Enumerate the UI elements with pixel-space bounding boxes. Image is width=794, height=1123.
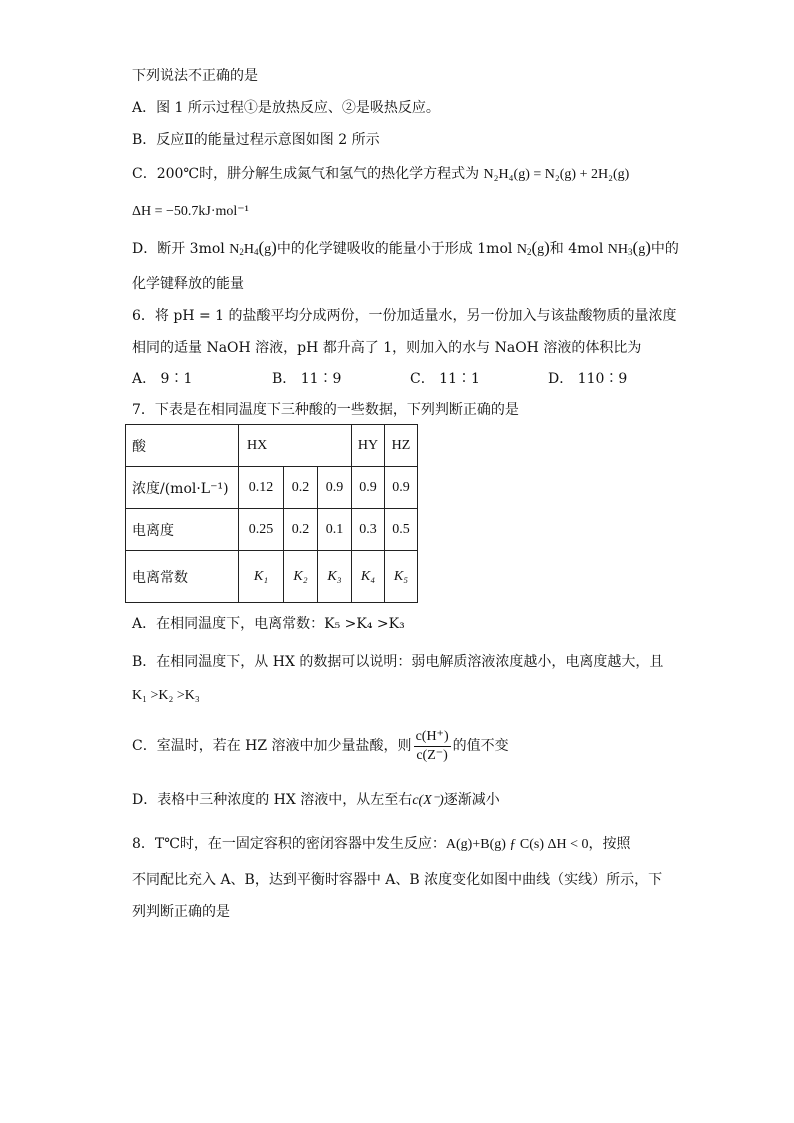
cell-deg-3: 0.1 bbox=[318, 509, 352, 551]
fraction-denominator: c(Z⁻) bbox=[416, 747, 448, 763]
row-header-constants: 电离常数 bbox=[126, 551, 239, 603]
q8-stem-line3: 列判断正确的是 bbox=[132, 904, 230, 920]
q5-option-d bbox=[132, 238, 679, 260]
cell-conc-5: 0.9 bbox=[385, 467, 418, 509]
q8-stem-line2: 不同配比充入 A、B，达到平衡时容器中 A、B 浓度变化如图中曲线（实线）所示，下 bbox=[132, 872, 663, 888]
q7-option-c-prefix: C．室温时，若在 HZ 溶液中加少量盐酸，则 bbox=[132, 738, 412, 754]
table-row-constants bbox=[126, 551, 418, 603]
q7-option-b-line2: K₁ >K₂ >K₃ bbox=[132, 688, 200, 703]
q7-option-a: A．在相同温度下，电离常数：K₅ >K₄ >K₃ bbox=[132, 616, 405, 632]
cell-deg-2: 0.2 bbox=[284, 509, 318, 551]
q5-option-d-nh3: $NH_3(g)$ bbox=[607, 238, 651, 257]
cell-hz: HZ bbox=[385, 425, 418, 467]
cell-hy: HY bbox=[352, 425, 385, 467]
q5-option-d-mid2: 和 4mol bbox=[549, 241, 604, 257]
q5-option-d-n2: $N_2(g)$ bbox=[516, 238, 550, 257]
q6-option-b: B． 11∶9 bbox=[272, 371, 342, 387]
q5-option-a: A．图 1 所示过程①是放热反应、②是吸热反应。 bbox=[132, 100, 440, 116]
row-header-ionization-degree: 电离度 bbox=[126, 509, 239, 551]
q5-option-d-n2h4: $N_2H_4(g)$ bbox=[229, 238, 277, 257]
cell-deg-4: 0.3 bbox=[352, 509, 385, 551]
cell-k1: K₁ bbox=[239, 551, 284, 603]
cell-k4: K₄ bbox=[352, 551, 385, 603]
q8-stem-suffix: ，按照 bbox=[588, 836, 631, 852]
q5-option-c-enthalpy: ΔH = −50.7kJ·mol⁻¹ bbox=[132, 204, 249, 219]
cell-k5: K₅ bbox=[385, 551, 418, 603]
cell-conc-1: 0.12 bbox=[239, 467, 284, 509]
q5-option-d-line2: 化学键释放的能量 bbox=[132, 276, 244, 292]
q8-stem-line1 bbox=[132, 834, 631, 855]
cell-conc-3: 0.9 bbox=[318, 467, 352, 509]
fraction-numerator: c(H⁺) bbox=[414, 728, 451, 747]
hydrogen-to-z-ratio-fraction bbox=[414, 728, 451, 765]
row-header-acid: 酸 bbox=[126, 425, 239, 467]
q6-stem-line2: 相同的适量 NaOH 溶液，pH 都升高了 1，则加入的水与 NaOH 溶液的体积比为 bbox=[132, 340, 642, 356]
row-header-concentration: 浓度/(mol·L⁻¹) bbox=[126, 467, 239, 509]
q7-option-d bbox=[132, 790, 500, 811]
q7-option-d-expression: c(X⁻) bbox=[412, 793, 444, 808]
q7-stem: 7．下表是在相同温度下三种酸的一些数据，下列判断正确的是 bbox=[132, 402, 519, 418]
table-row-ionization-degree bbox=[126, 509, 418, 551]
q5-option-c bbox=[132, 164, 629, 185]
table-row-concentration bbox=[126, 467, 418, 509]
q7-option-d-suffix: 逐渐减小 bbox=[443, 792, 500, 808]
cell-k3: K₃ bbox=[318, 551, 352, 603]
cell-deg-5: 0.5 bbox=[385, 509, 418, 551]
q7-option-d-prefix: D．表格中三种浓度的 HX 溶液中，从左至右 bbox=[132, 792, 413, 808]
acid-data-table bbox=[125, 424, 418, 603]
q5-option-d-mid1: 中的化学键吸收的能量小于形成 1mol bbox=[276, 241, 513, 257]
q8-stem-prefix: 8．T℃时，在一固定容积的密闭容器中发生反应： bbox=[132, 836, 446, 852]
q7-option-b-line1: B．在相同温度下，从 HX 的数据可以说明：弱电解质溶液浓度越小，电离度越大，且 bbox=[132, 654, 664, 670]
q6-stem-line1: 6．将 pH = 1 的盐酸平均分成两份，一份加适量水，另一份加入与该盐酸物质的量浓度 bbox=[132, 308, 677, 324]
cell-hx: HX bbox=[239, 425, 352, 467]
cell-conc-4: 0.9 bbox=[352, 467, 385, 509]
q5-intro: 下列说法不正确的是 bbox=[132, 68, 258, 84]
q6-option-a: A． 9∶1 bbox=[132, 371, 193, 387]
q8-reaction-equation: A(g)+B(g) ƒ C(s) ΔH < 0 bbox=[445, 837, 589, 852]
q6-option-d: D． 110∶9 bbox=[548, 371, 628, 387]
q5-option-d-prefix: D．断开 3mol bbox=[132, 241, 225, 257]
cell-k2: K₂ bbox=[284, 551, 318, 603]
q7-option-c bbox=[132, 724, 509, 768]
cell-conc-2: 0.2 bbox=[284, 467, 318, 509]
q5-option-c-equation: N₂H₄(g) = N₂(g) + 2H₂(g) bbox=[483, 167, 630, 182]
q5-option-c-text: C．200℃时，肼分解生成氮气和氢气的热化学方程式为 bbox=[132, 166, 480, 182]
q5-option-d-suffix: 中的 bbox=[650, 241, 679, 257]
q5-option-b: B．反应Ⅱ的能量过程示意图如图 2 所示 bbox=[132, 132, 380, 148]
table-row-acid bbox=[126, 425, 418, 467]
q7-option-c-suffix: 的值不变 bbox=[452, 738, 509, 754]
cell-deg-1: 0.25 bbox=[239, 509, 284, 551]
q6-option-c: C． 11∶1 bbox=[410, 371, 480, 387]
